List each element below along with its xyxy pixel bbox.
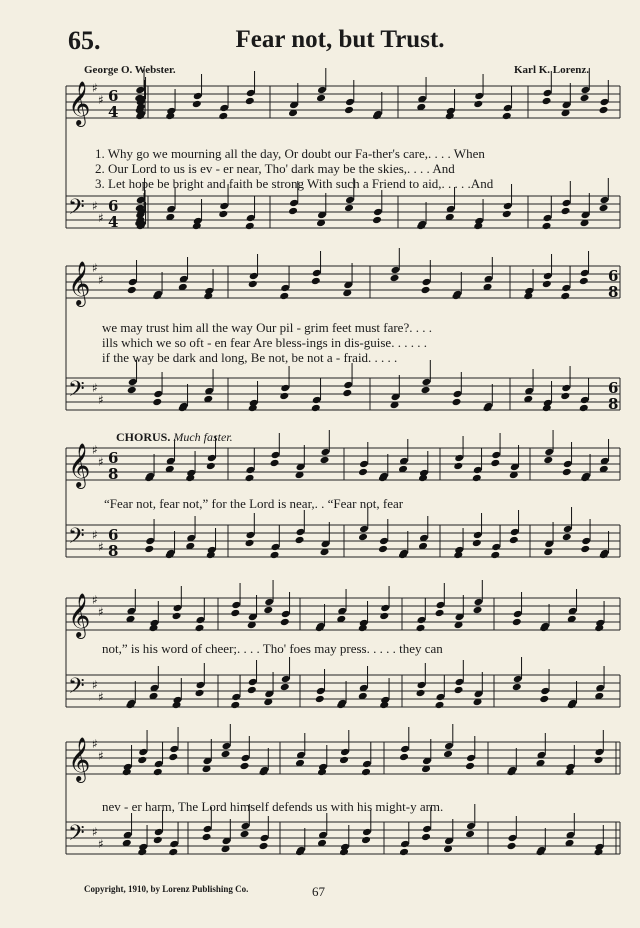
- verse-1-line-1: 1. Why go we mourning all the day, Or doubt our Fa-ther's care,. . . . When: [95, 146, 485, 161]
- note-head: [202, 833, 212, 842]
- bass-clef-icon: 𝄢: [68, 821, 85, 851]
- treble-clef-icon: 𝄞: [68, 593, 91, 637]
- bass-clef-icon: 𝄢: [68, 524, 85, 554]
- hymn-title: Fear not, but Trust.: [235, 26, 445, 53]
- treble-clef-icon: 𝄞: [68, 261, 91, 305]
- note-head: [580, 545, 590, 554]
- sharp-icon: ♯: [92, 678, 98, 692]
- note-head: [562, 468, 572, 477]
- sharp-icon: ♯: [98, 93, 104, 107]
- time-signature-bottom: 4: [108, 103, 119, 121]
- sharp-icon: ♯: [92, 199, 98, 213]
- time-signature-top: 6: [108, 197, 119, 215]
- note-head: [472, 474, 482, 483]
- note-head: [507, 842, 517, 851]
- bass-clef-icon: 𝄢: [68, 674, 85, 704]
- note-head: [153, 836, 163, 845]
- note-head: [127, 386, 137, 395]
- chorus-tempo: Much faster.: [173, 430, 233, 444]
- note-head: [473, 100, 483, 109]
- chorus-line-1: “Fear not, fear not,” for the Lord is near,. . “Fear not, fear: [104, 496, 404, 511]
- time-signature-top: 6: [108, 449, 119, 467]
- sharp-icon: ♯: [98, 749, 104, 763]
- verse-3-line-1: 3. Let hope be bright and faith be strong With such a Friend to aid,. . . . .And: [95, 176, 494, 191]
- note-head: [560, 292, 570, 301]
- note-head: [218, 112, 228, 121]
- bass-clef-icon: 𝄢: [68, 195, 85, 225]
- note-head: [270, 459, 280, 468]
- time-signature-top: 6: [608, 379, 619, 397]
- treble-clef-icon: 𝄞: [68, 443, 91, 487]
- note-head: [144, 545, 154, 554]
- note-head: [512, 618, 522, 627]
- time-signature-bottom: 8: [608, 283, 619, 301]
- note-head: [435, 701, 445, 710]
- bass-clef-icon: 𝄢: [68, 377, 85, 407]
- note-head: [245, 539, 255, 548]
- note-head: [127, 286, 137, 295]
- time-signature-bottom: 8: [108, 465, 119, 483]
- note-head: [342, 389, 352, 398]
- note-head: [542, 222, 552, 231]
- note-head: [594, 756, 604, 765]
- note-head: [542, 280, 552, 289]
- note-head: [579, 404, 589, 413]
- note-head: [195, 689, 205, 698]
- note-head: [279, 292, 289, 301]
- note-head: [206, 462, 216, 471]
- note-head: [361, 768, 371, 777]
- note-head: [512, 683, 522, 692]
- sharp-icon: ♯: [92, 261, 98, 275]
- note-head: [579, 277, 589, 286]
- note-head: [399, 753, 409, 762]
- chorus-label: [116, 430, 233, 445]
- treble-clef-icon: 𝄞: [68, 81, 91, 125]
- note-head: [539, 695, 549, 704]
- note-head: [218, 210, 228, 219]
- time-signature-top: 6: [108, 87, 119, 105]
- note-head: [279, 392, 289, 401]
- note-head: [263, 606, 273, 615]
- note-head: [311, 404, 321, 413]
- sharp-icon: ♯: [92, 81, 98, 95]
- note-head: [490, 551, 500, 560]
- note-head: [248, 280, 258, 289]
- note-head: [560, 392, 570, 401]
- note-head: [270, 551, 280, 560]
- note-head: [421, 286, 431, 295]
- sharp-icon: ♯: [98, 393, 104, 407]
- note-head: [599, 204, 609, 213]
- note-head: [168, 753, 178, 762]
- note-head: [240, 830, 250, 839]
- note-head: [245, 222, 255, 231]
- note-head: [599, 106, 609, 115]
- lyricist-credit: George O. Webster.: [84, 64, 176, 76]
- note-head: [416, 689, 426, 698]
- treble-clef-icon: 𝄞: [68, 737, 91, 781]
- note-head: [137, 756, 147, 765]
- note-head: [390, 274, 400, 283]
- note-head: [562, 533, 572, 542]
- note-head: [168, 848, 178, 857]
- note-head: [465, 762, 475, 771]
- note-head: [172, 612, 182, 621]
- time-signature-top: 6: [608, 267, 619, 285]
- note-head: [295, 536, 305, 545]
- verse-3-line-2: if the way be dark and long, Be not, be not a - fraid. . . . .: [102, 350, 398, 365]
- page-number: 67: [312, 884, 325, 899]
- note-head: [259, 842, 269, 851]
- note-head: [509, 536, 519, 545]
- note-head: [490, 459, 500, 468]
- note-head: [247, 686, 257, 695]
- time-signature-top: 6: [108, 526, 119, 544]
- note-head: [339, 756, 349, 765]
- chorus-line-3: nev - er harm, The Lord himself defends us with his might-y arm.: [102, 799, 444, 814]
- note-head: [421, 386, 431, 395]
- note-head: [320, 456, 330, 465]
- note-head: [372, 216, 382, 225]
- note-head: [361, 836, 371, 845]
- note-head: [443, 750, 453, 759]
- note-head: [280, 683, 290, 692]
- note-head: [472, 539, 482, 548]
- sharp-icon: ♯: [98, 211, 104, 225]
- note-head: [580, 94, 590, 103]
- copyright-notice: Copyright, 1910, by Lorenz Publishing Co.: [84, 884, 249, 894]
- note-head: [344, 106, 354, 115]
- note-head: [344, 204, 354, 213]
- note-head: [543, 456, 553, 465]
- sharp-icon: ♯: [92, 593, 98, 607]
- note-head: [465, 830, 475, 839]
- note-head: [502, 112, 512, 121]
- note-head: [453, 462, 463, 471]
- note-head: [152, 398, 162, 407]
- sharp-icon: ♯: [98, 837, 104, 851]
- note-head: [192, 100, 202, 109]
- note-head: [416, 624, 426, 633]
- note-head: [316, 94, 326, 103]
- note-head: [230, 609, 240, 618]
- sharp-icon: ♯: [98, 690, 104, 704]
- note-head: [230, 701, 240, 710]
- chorus-label-text: CHORUS.: [116, 430, 171, 444]
- note-head: [542, 97, 552, 106]
- sharp-icon: ♯: [92, 737, 98, 751]
- note-head: [280, 618, 290, 627]
- sharp-icon: ♯: [92, 381, 98, 395]
- note-head: [502, 210, 512, 219]
- note-head: [452, 398, 462, 407]
- note-head: [358, 468, 368, 477]
- note-head: [435, 609, 445, 618]
- sharp-icon: ♯: [98, 540, 104, 554]
- note-head: [153, 768, 163, 777]
- note-head: [473, 606, 483, 615]
- sharp-icon: ♯: [98, 455, 104, 469]
- verse-2-line-2: ills which we so oft - en fear Are bless-ings in dis-guise. . . . . .: [102, 335, 427, 350]
- sharp-icon: ♯: [92, 443, 98, 457]
- time-signature-bottom: 8: [608, 395, 619, 413]
- composer-credit: Karl K. Lorenz.: [514, 64, 589, 76]
- note-head: [399, 848, 409, 857]
- note-head: [358, 533, 368, 542]
- note-head: [561, 207, 571, 216]
- note-head: [245, 97, 255, 106]
- note-head: [379, 612, 389, 621]
- chorus-line-2: not,” is his word of cheer;. . . . Tho' foes may press. . . . . they can: [102, 641, 443, 656]
- hymn-number: 65.: [68, 26, 101, 55]
- sharp-icon: ♯: [92, 825, 98, 839]
- sharp-icon: ♯: [98, 605, 104, 619]
- note-head: [421, 833, 431, 842]
- note-head: [245, 474, 255, 483]
- time-signature-bottom: 4: [108, 213, 119, 231]
- note-head: [454, 686, 464, 695]
- note-head: [195, 624, 205, 633]
- note-head: [378, 545, 388, 554]
- note-head: [240, 762, 250, 771]
- note-head: [288, 207, 298, 216]
- note-head: [311, 277, 321, 286]
- sharp-icon: ♯: [98, 273, 104, 287]
- time-signature-bottom: 8: [108, 542, 119, 560]
- note-head: [221, 750, 231, 759]
- sharp-icon: ♯: [92, 528, 98, 542]
- verse-1-line-2: we may trust him all the way Our pil - grim feet must fare?. . . .: [102, 320, 432, 335]
- verse-2-line-1: 2. Our Lord to us is ev - er near, Tho' dark may be the skies,. . . . And: [95, 161, 455, 176]
- note-head: [315, 695, 325, 704]
